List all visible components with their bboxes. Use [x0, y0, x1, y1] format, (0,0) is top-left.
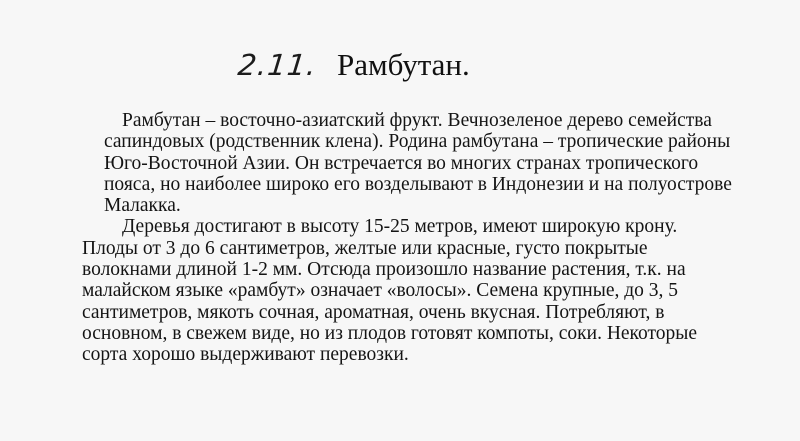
text-line: малайском языке «рамбут» означает «волосы». Семена крупные, до 3, 5	[82, 280, 679, 302]
text-line: Юго-Восточной Азии. Он встречается во многих странах тропического	[104, 152, 699, 174]
text-line: сантиметров, мякоть сочная, ароматная, очень вкусная. Потребляют, в	[82, 301, 665, 323]
page-title: Рамбутан.	[337, 47, 470, 82]
text-line: волокнами длиной 1-2 мм. Отсюда произошло название растения, т.к. на	[82, 259, 686, 281]
body-text	[82, 110, 782, 366]
text-line: Плоды от 3 до 6 сантиметров, желтые или красные, густо покрытые	[82, 237, 648, 259]
text-line: пояса, но наиболее широко его возделывают в Индонезии и на полуострове	[104, 173, 732, 195]
paragraph-1	[82, 110, 782, 216]
section-number: 2.11.	[236, 48, 319, 82]
text-line: Деревья достигают в высоту 15-25 метров, имеют широкую крону.	[122, 216, 678, 238]
paragraph-2	[82, 216, 782, 365]
text-line: основном, в свежем виде, но из плодов готовят компоты, соки. Некоторые	[82, 322, 698, 344]
text-line: Малакка.	[104, 195, 181, 217]
text-line: сорта хорошо выдерживают перевозки.	[82, 344, 409, 366]
text-line: Рамбутан – восточно-азиатский фрукт. Вечнозеленое дерево семейства	[122, 110, 712, 131]
text-line: сапиндовых (родственник клена). Родина рамбутана – тропические районы	[104, 131, 731, 153]
